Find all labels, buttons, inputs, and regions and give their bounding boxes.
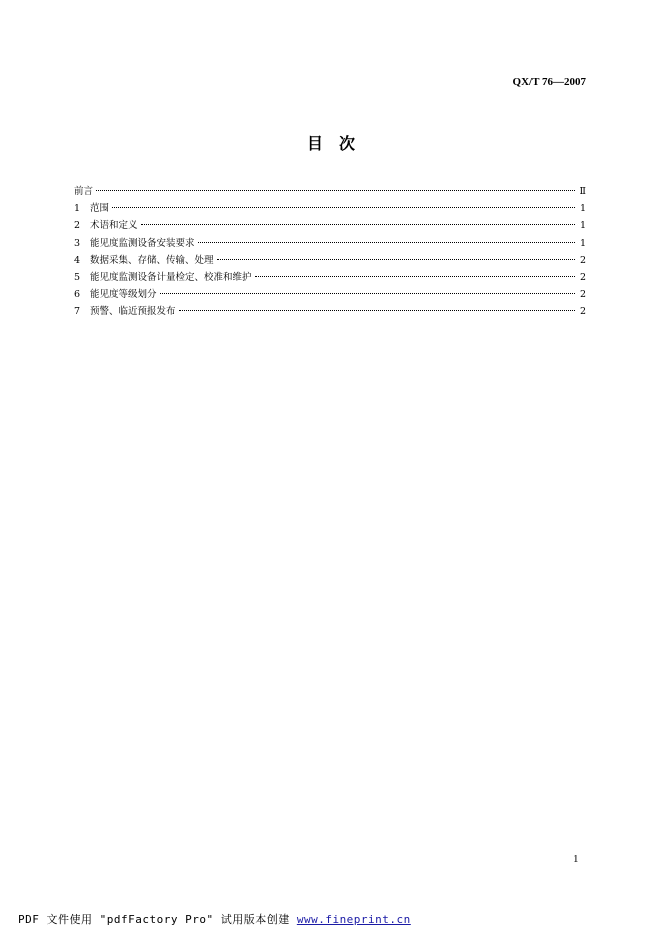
table-of-contents — [74, 183, 586, 321]
toc-entry-page: 2 — [579, 306, 586, 318]
toc-title: 目 次 — [306, 134, 355, 153]
toc-entry-label: 数据采集、存储、传输、处理 — [90, 254, 214, 266]
footer-note-text: PDF 文件使用 "pdfFactory Pro" 试用版本创建 — [18, 913, 290, 926]
toc-entry-2[interactable] — [74, 217, 586, 234]
toc-dot-leader — [179, 310, 575, 311]
toc-entry-6[interactable] — [74, 286, 586, 303]
toc-dot-leader — [198, 242, 575, 243]
toc-entry-3[interactable] — [74, 235, 586, 252]
toc-entry-number: 4 — [74, 254, 81, 266]
toc-entry-page: 1 — [579, 237, 586, 249]
toc-dot-leader — [96, 190, 575, 191]
toc-entry-4[interactable] — [74, 252, 586, 269]
toc-entry-page: 1 — [579, 220, 586, 232]
toc-entry-page: 2 — [579, 289, 586, 301]
toc-entry-label: 能见度监测设备计量检定、校准和维护 — [90, 271, 252, 283]
toc-entry-label: 前言 — [74, 186, 94, 197]
toc-dot-leader — [141, 224, 575, 225]
toc-entry-number: 7 — [74, 306, 81, 318]
toc-dot-leader — [255, 276, 575, 277]
toc-dot-leader — [160, 293, 575, 294]
toc-entry-page: 2 — [579, 271, 586, 283]
toc-entry-5[interactable] — [74, 269, 586, 286]
toc-entry-number: 5 — [74, 271, 81, 283]
toc-entry-page: 1 — [579, 203, 586, 215]
page-number: 1 — [573, 853, 579, 865]
toc-entry-page: Ⅱ — [579, 186, 586, 197]
toc-entry-page: 2 — [579, 254, 586, 266]
toc-entry-label: 范围 — [90, 203, 110, 215]
toc-entry-foreword[interactable] — [74, 183, 586, 200]
standard-code: QX/T 76—2007 — [512, 76, 586, 88]
toc-entry-label: 术语和定义 — [90, 220, 138, 232]
toc-entry-label: 能见度等级划分 — [90, 289, 157, 301]
toc-entry-7[interactable] — [74, 303, 586, 320]
pdf-factory-footer — [18, 911, 411, 927]
toc-dot-leader — [112, 207, 575, 208]
toc-entry-1[interactable] — [74, 200, 586, 217]
toc-entry-label: 能见度监测设备安装要求 — [90, 237, 195, 249]
toc-entry-number: 2 — [74, 220, 81, 232]
toc-entry-label: 预警、临近预报发布 — [90, 306, 176, 318]
fineprint-link[interactable]: www.fineprint.cn — [296, 913, 411, 926]
toc-dot-leader — [217, 259, 575, 260]
toc-entry-number: 3 — [74, 237, 81, 249]
toc-entry-number: 6 — [74, 289, 81, 301]
toc-entry-number: 1 — [74, 203, 81, 215]
